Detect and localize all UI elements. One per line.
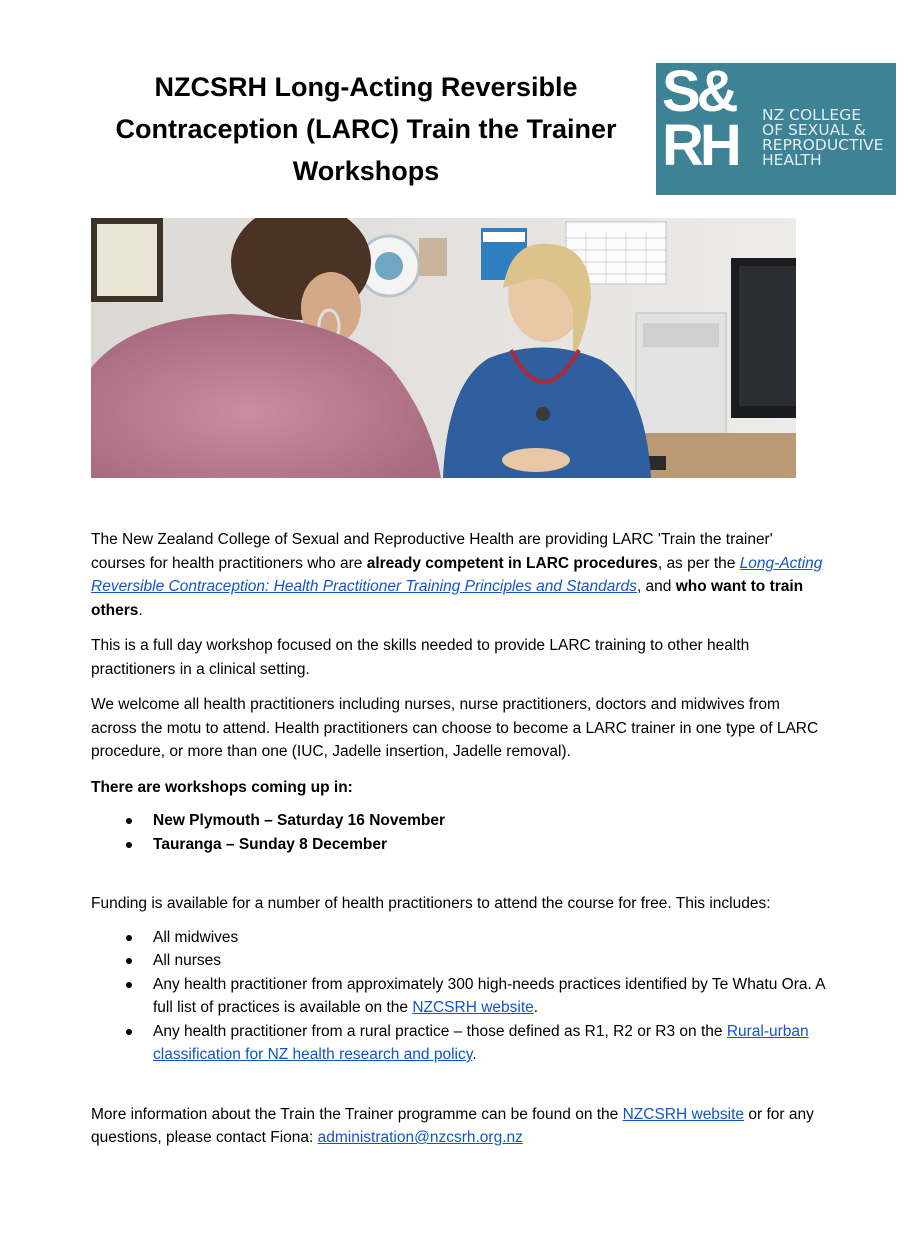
funding-list (91, 926, 826, 1067)
contact-email-link[interactable]: administration@nzcsrh.org.nz (317, 1129, 523, 1146)
clinic-photo (91, 218, 796, 478)
funding-intro: Funding is available for a number of health practitioners to attend the course for free. This includes: (91, 895, 771, 912)
nzcsrh-logo (656, 59, 896, 195)
training-standards-link[interactable]: Long-Acting Reversible Contraception: Health Practitioner Training Principles and Standards (91, 554, 823, 595)
list-item: Any health practitioner from a rural practice – those defined as R1, R2 or R3 on the Rural-urban classification for NZ health research and policy. (91, 1020, 826, 1067)
rural-urban-classification-link[interactable]: Rural-urban classification for NZ health research and policy (153, 1022, 809, 1063)
nzcsrh-website-link-2[interactable]: NZCSRH website (622, 1105, 745, 1123)
intro-paragraph: The New Zealand College of Sexual and Reproductive Health are providing LARC 'Train the trainer' courses for health practitioners who are already competent in LARC procedures, as per the Long-Acting Reversible Contraception: Health Practitioner Training Principles and Standards, and who want to train others. (91, 531, 823, 619)
logo-mark: S& RH (662, 59, 738, 178)
page-title: NZCSRH Long-Acting Reversible Contraception (LARC) Train the Trainer Workshops (115, 72, 617, 186)
list-item: New Plymouth – Saturday 16 November (91, 809, 826, 833)
welcome-paragraph: We welcome all health practitioners including nurses, nurse practitioners, doctors and midwives from across the motu to attend. Health practitioners can choose to become a LARC trainer in one type of LARC procedure, or more than one (IUC, Jadelle insertion, Jadelle removal). (91, 696, 819, 760)
list-item: Any health practitioner from approximately 300 high-needs practices identified by Te Whatu Ora. A full list of practices is available on the NZCSRH website. (91, 973, 826, 1020)
logo-text: NZ COLLEGE OF SEXUAL & REPRODUCTIVE HEALTH (762, 106, 884, 169)
body-content (91, 528, 826, 1162)
nzcsrh-website-link[interactable]: NZCSRH website (412, 999, 534, 1016)
workshops-heading: There are workshops coming up in: (91, 778, 353, 796)
list-item: All nurses (91, 949, 826, 973)
workshop-description: This is a full day workshop focused on the skills needed to provide LARC training to other health practitioners in a clinical setting. (91, 637, 750, 678)
workshop-list (91, 809, 826, 856)
more-info-paragraph: More information about the Train the Trainer programme can be found on the NZCSRH website or for any questions, please contact Fiona: administration@nzcsrh.org.nz (91, 1105, 814, 1146)
list-item: Tauranga – Sunday 8 December (91, 833, 826, 857)
list-item: All midwives (91, 926, 826, 950)
